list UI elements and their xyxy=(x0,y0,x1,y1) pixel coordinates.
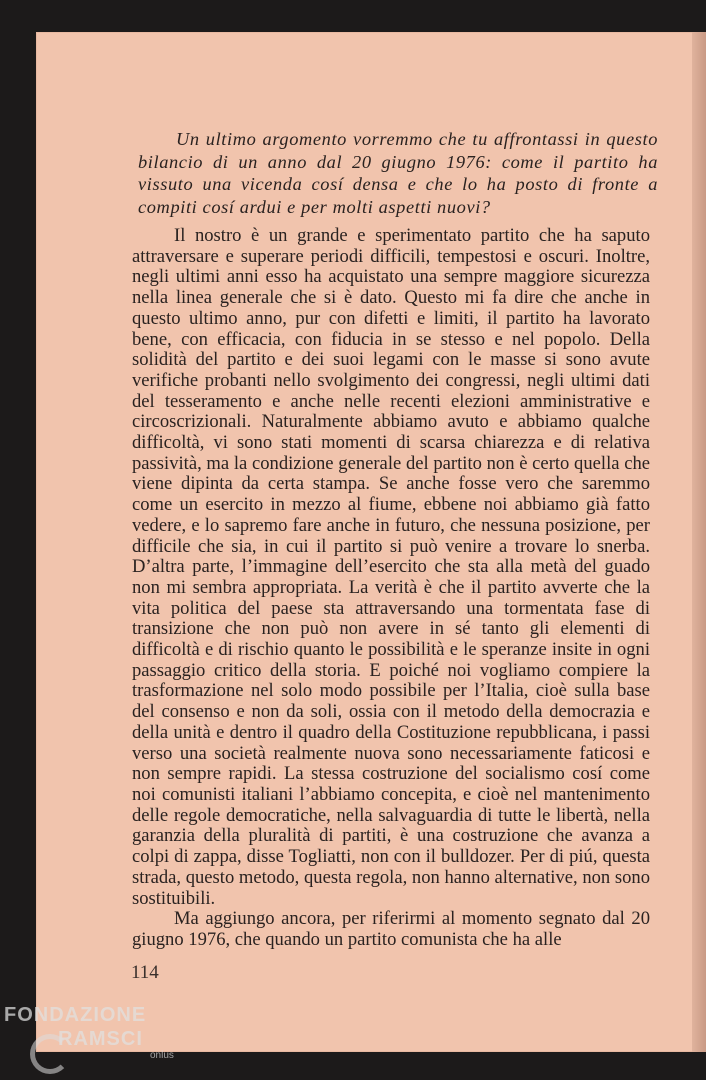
answer-paragraph-2: Ma aggiungo ancora, per riferirmi al momento segnato dal 20 giugno 1976, che quando un partito comunista che ha alle xyxy=(132,908,650,950)
answer-paragraph-1: Il nostro è un grande e sperimentato partito che ha saputo attraversare e superare periodi difficili, tempestosi e oscuri. Inoltre, negli ultimi anni esso ha acquistato una sempre maggiore sicurezza nella linea generale che si è dato. Questo mi fa dire che anche in questo ultimo anno, pur con difetti e limiti, il partito ha lavorato bene, con efficacia, con fiducia in se stesso e nel popolo. Della solidità del partito e dei suoi legami con le masse si sono avute verifiche probanti nello svolgimento dei congressi, negli ultimi dati del tesseramento e anche nelle recenti elezioni amministrative e circoscrizionali. Naturalmente abbiamo avuto e abbiamo qualche difficoltà, vi sono stati momenti di scarsa chiarezza e di relativa passività, ma la condizione generale del partito non è certo quella che viene dipinta da certa stampa. Se anche fosse vero che saremmo come un esercito in mezzo al fiume, ebbene noi abbiamo già fatto vedere, e lo sapremo fare anche in futuro, che nessuna posizione, per difficile che sia, in cui il partito si può venire a trovare lo snerba. D’altra parte, l’immagine dell’esercito che sta alla metà del guado non mi sembra appropriata. La verità è che il partito avverte che la vita politica del paese sta attraversando una tormentata fase di transizione che non può non avere in sé tanto gli elementi di difficoltà e di rischio quanto le possibilità e le speranze insite in ogni passaggio critico della storia. E poiché noi vogliamo compiere la trasformazione nel solo modo possibile per l’Italia, cioè sulla base del consenso e non da soli, ossia con il metodo della democrazia e della unità e dentro il quadro della Costituzione repubblicana, i passi verso una società realmente nuova sono necessariamente faticosi e non sempre rapidi. La stessa costruzione del socialismo cosí come noi comunisti italiani l’abbiamo concepita, e cioè nel mantenimento delle regole democratiche, nella salvaguardia di tutte le libertà, nella garanzia della pluralità di partiti, è una costruzione che avanza a colpi di zappa, disse Togliatti, non con il bulldozer. Per di piú, questa strada, questo metodo, questa regola, non hanno alternative, non sono sostituibili. xyxy=(132,225,650,909)
interview-question: Un ultimo argomento vorremmo che tu affrontassi in questo bilancio di un anno dal 20 giugno 1976: come il partito ha vissuto una vicenda cosí densa e che lo ha posto di fronte a compiti cosí ardui e per molti aspetti nuovi? xyxy=(138,129,658,217)
page-edge xyxy=(692,32,706,1052)
answer-text xyxy=(132,226,650,951)
watermark-line-2: RAMSCI xyxy=(58,1028,143,1050)
page-number: 114 xyxy=(131,962,159,983)
watermark-line-3: onlus xyxy=(150,1050,174,1061)
watermark-logo xyxy=(4,998,184,1078)
watermark-line-1: FONDAZIONE xyxy=(4,1004,147,1026)
